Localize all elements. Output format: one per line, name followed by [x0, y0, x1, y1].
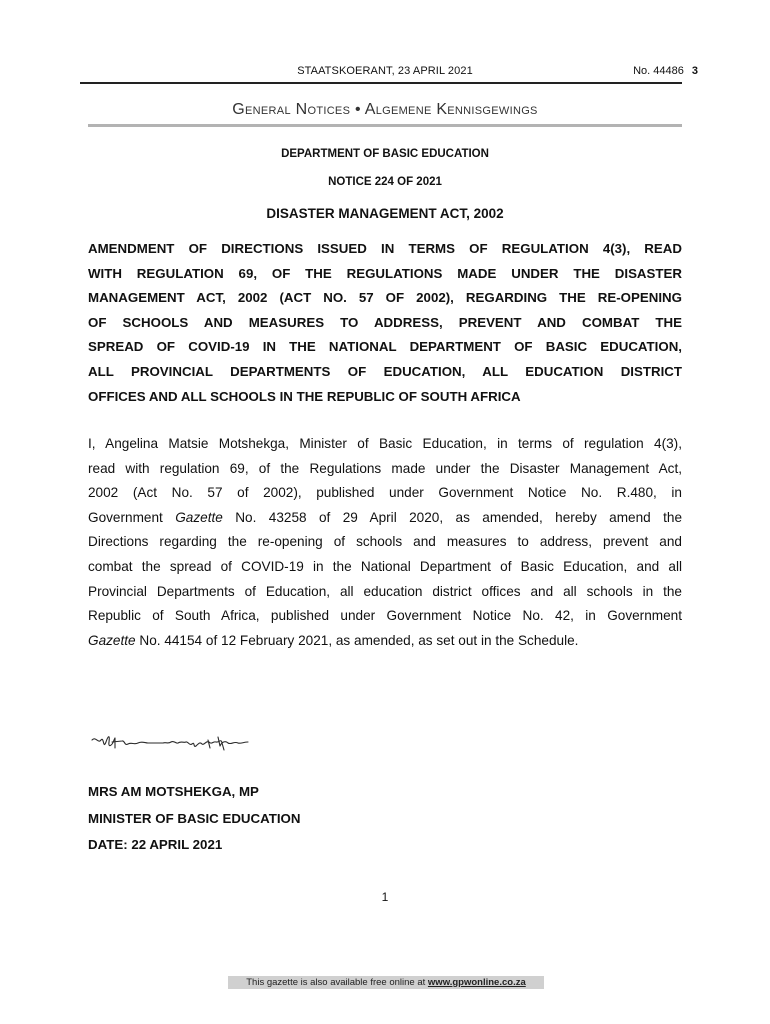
body-line: combat the spread of COVID-19 in the National Department of Basic Education, and all	[88, 558, 682, 574]
signature-date: DATE: 22 APRIL 2021	[88, 837, 223, 852]
amendment-line: MANAGEMENT ACT, 2002 (ACT NO. 57 OF 2002), REGARDING THE RE-OPENING	[88, 290, 682, 306]
body-line: read with regulation 69, of the Regulations made under the Disaster Management Act,	[88, 460, 682, 476]
page-number: 1	[381, 890, 389, 904]
body-text-span: Government	[88, 509, 176, 525]
footer-link[interactable]: www.gpwonline.co.za	[427, 977, 526, 988]
signatory-title: MINISTER OF BASIC EDUCATION	[88, 810, 301, 826]
body-line: Directions regarding the re-opening of schools and measures to address, prevent and	[88, 534, 682, 550]
notice-body	[88, 432, 682, 653]
notice-number: NOTICE 224 OF 2021	[328, 176, 442, 188]
page-indicator: 3	[691, 65, 698, 77]
gazette-number: No. 44486	[633, 65, 684, 77]
signatory-block	[88, 779, 301, 859]
body-text-span: No. 44154 of 12 February 2021, as amended, as set out in the Schedule.	[135, 632, 579, 648]
footer-banner	[228, 976, 544, 989]
gazette-italic: Gazette	[88, 632, 136, 648]
header-rule	[80, 82, 682, 84]
amendment-line: OF SCHOOLS AND MEASURES TO ADDRESS, PREVENT AND COMBAT THE	[88, 314, 682, 330]
amendment-line: OFFICES AND ALL SCHOOLS IN THE REPUBLIC OF SOUTH AFRICA	[88, 388, 521, 404]
amendment-heading	[88, 237, 682, 409]
act-title: DISASTER MANAGEMENT ACT, 2002	[266, 206, 504, 221]
body-line: Provincial Departments of Education, all education district offices and all schools in the	[88, 583, 682, 599]
footer-text: This gazette is also available free online at	[246, 977, 428, 988]
department-heading: DEPARTMENT OF BASIC EDUCATION	[281, 148, 489, 160]
gazette-italic: Gazette	[175, 509, 223, 525]
body-text-span: No. 43258 of 29 April 2020, as amended, hereby amend the	[222, 509, 683, 525]
signatory-name: MRS AM MOTSHEKGA, MP	[88, 784, 259, 799]
body-line	[88, 629, 682, 654]
gazette-number-block	[633, 65, 698, 77]
amendment-line: SPREAD OF COVID-19 IN THE NATIONAL DEPARTMENT OF BASIC EDUCATION,	[88, 339, 682, 355]
amendment-line: ALL PROVINCIAL DEPARTMENTS OF EDUCATION, ALL EDUCATION DISTRICT	[88, 363, 682, 379]
section-rule	[88, 124, 682, 127]
amendment-line: AMENDMENT OF DIRECTIONS ISSUED IN TERMS OF REGULATION 4(3), READ	[88, 241, 682, 256]
handwritten-signature	[88, 728, 258, 762]
body-line	[88, 506, 682, 531]
body-line: Republic of South Africa, published under Government Notice No. 42, in Government	[88, 608, 682, 624]
body-line: I, Angelina Matsie Motshekga, Minister of Basic Education, in terms of regulation 4(3),	[88, 436, 682, 451]
amendment-line: WITH REGULATION 69, OF THE REGULATIONS MADE UNDER THE DISASTER	[88, 265, 682, 281]
body-line: 2002 (Act No. 57 of 2002), published under Government Notice No. R.480, in	[88, 485, 682, 501]
gazette-date: STAATSKOERANT, 23 APRIL 2021	[297, 65, 473, 77]
section-title: General Notices • Algemene Kennisgewings	[232, 101, 538, 118]
